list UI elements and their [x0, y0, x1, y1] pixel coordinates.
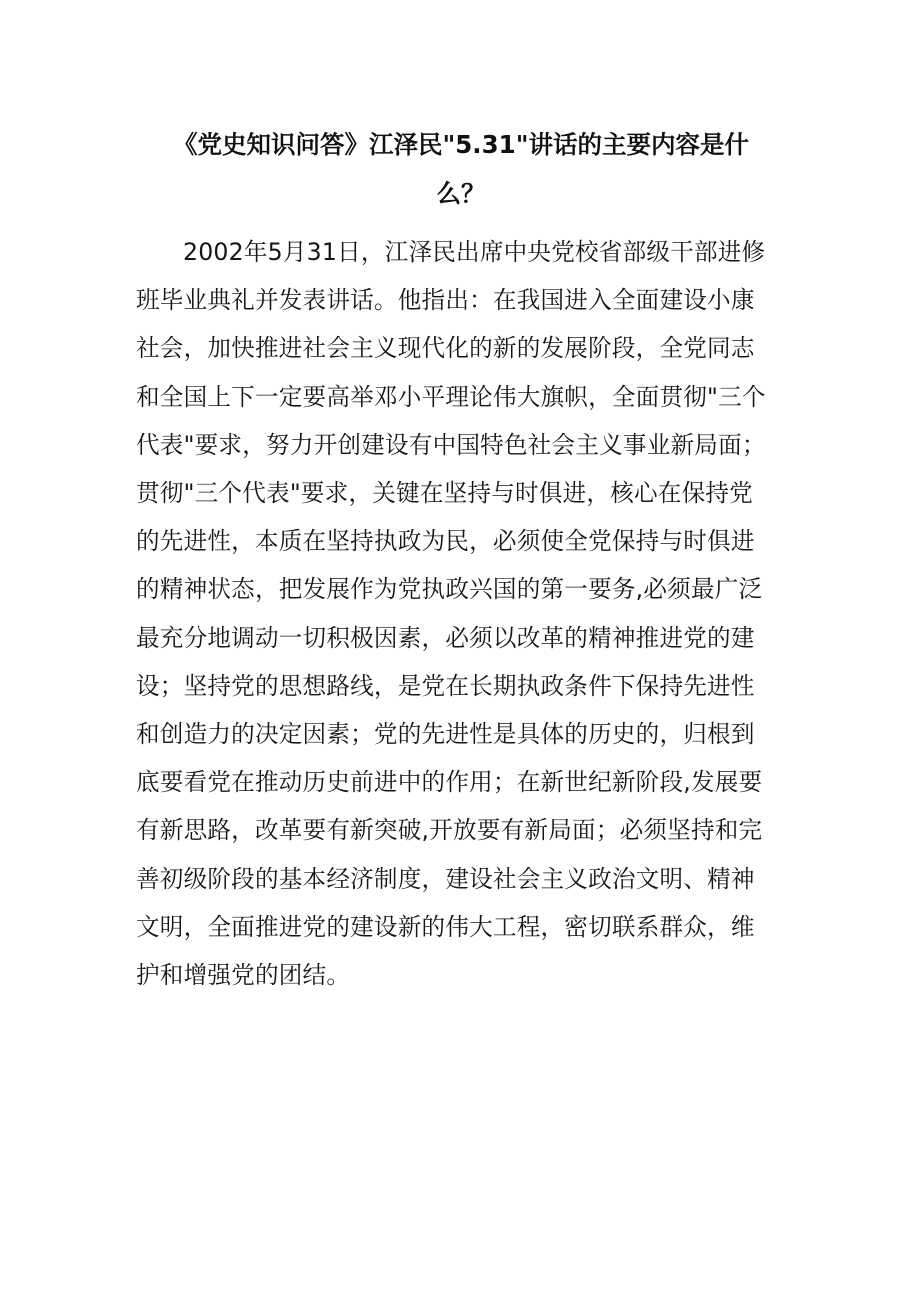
body-line: 贯彻"三个代表"要求，关键在坚持与时俱进，核心在保持党	[136, 479, 753, 508]
title-line: 么？	[436, 179, 486, 208]
document-body-paragraph	[136, 228, 786, 999]
body-line: 2002年5月31日，江泽民出席中央党校省部级干部进修	[183, 238, 766, 266]
body-line: 最充分地调动一切积极因素，必须以改革的精神推进党的建	[136, 623, 755, 652]
body-line: 有新思路，改革要有新突破,开放要有新局面；必须坚持和完	[136, 816, 763, 845]
body-line: 和创造力的决定因素；党的先进性是具体的历史的，归根到	[136, 720, 755, 749]
body-line: 的先进性，本质在坚持执政为民，必须使全党保持与时俱进	[136, 527, 755, 556]
body-line: 设；坚持党的思想路线，是党在长期执政条件下保持先进性	[136, 671, 755, 700]
body-line: 的精神状态，把发展作为党执政兴国的第一要务,必须最广泛	[136, 575, 763, 604]
title-line: 《党史知识问答》江泽民"5.31"讲话的主要内容是什	[173, 130, 749, 159]
body-line: 班毕业典礼并发表讲话。他指出：在我国进入全面建设小康	[136, 286, 755, 315]
body-line: 代表"要求，努力开创建设有中国特色社会主义事业新局面；	[136, 430, 766, 459]
body-line: 善初级阶段的基本经济制度，建设社会主义政治文明、精神	[136, 864, 755, 893]
body-line: 文明，全面推进党的建设新的伟大工程，密切联系群众，维	[136, 912, 755, 941]
document-title	[138, 120, 784, 218]
body-line: 社会，加快推进社会主义现代化的新的发展阶段，全党同志	[136, 334, 755, 363]
body-line: 和全国上下一定要高举邓小平理论伟大旗帜，全面贯彻"三个	[136, 382, 766, 411]
body-line: 底要看党在推动历史前进中的作用；在新世纪新阶段,发展要	[136, 768, 763, 797]
body-line: 护和增强党的团结。	[136, 961, 351, 990]
